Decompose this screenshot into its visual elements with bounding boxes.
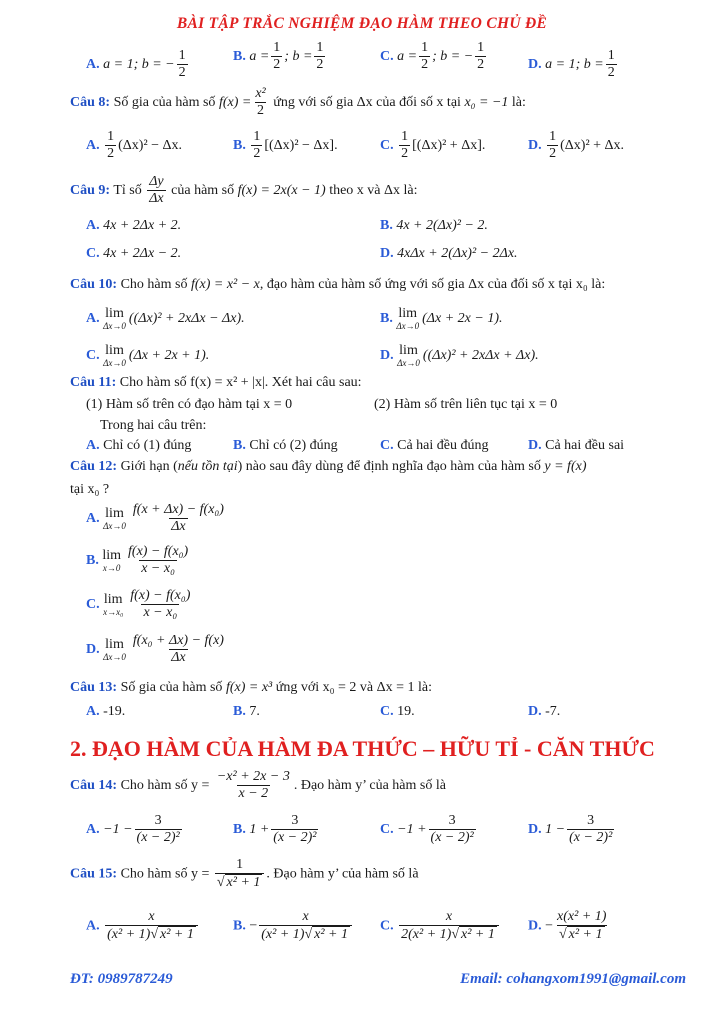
q7-option-c[interactable]: C. a = $\frac{1}{2}$ ; b = − $\frac{1}{2}$ [380, 40, 485, 73]
q10-option-b[interactable]: B. lim Δx→0 (Δx + 2x − 1). [380, 306, 503, 331]
q12-option-b[interactable]: B. lim x→0 $\frac{\text{f(x) − f(x₀)}}{\text{x − x₀}}$ [86, 544, 189, 577]
q12-option-d[interactable]: D. lim Δx→0 $\frac{\text{f(x₀ + Δx) − f(x)}}{\Delta x}$ [86, 633, 224, 666]
footer-email[interactable]: Email: cohangxom1991@gmail.com [460, 971, 686, 987]
q11-option-b[interactable]: B. Chỉ có (2) đúng [233, 438, 338, 453]
q15-option-b[interactable]: B. − $\frac{x}{\text{(x² + 1)√ x² + 1}}$ [233, 909, 354, 944]
q15-options [0, 909, 724, 943]
q12-option-c[interactable]: C. lim x→x₀ $\frac{\text{f(x) − f(x₀)}}{\text{x − x₀}}$ [86, 588, 191, 621]
q8-option-d[interactable]: D. $\frac{1}{2}$ (Δx)² + Δx. [528, 129, 625, 162]
q11-option-c[interactable]: C. Cả hai đều đúng [380, 438, 489, 453]
q11-prompt: Trong hai câu trên: [100, 418, 207, 433]
q9-option-c[interactable]: C. 4x + 2Δx − 2. [86, 246, 182, 261]
q13-question: Câu 13: Số gia của hàm số f(x) = x³ ứng với x₀ = 2 và Δx = 1 là: [70, 680, 432, 695]
q9-option-b[interactable]: B. 4x + 2(Δx)² − 2. [380, 218, 488, 233]
q14-option-a[interactable]: A. −1 − $\frac{3}{\text{(x − 2)²}}$ [86, 813, 180, 846]
q10-option-a[interactable]: A. lim Δx→0 ((Δx)² + 2xΔx − Δx). [86, 306, 245, 331]
q14-option-d[interactable]: D. 1 − $\frac{3}{\text{(x − 2)²}}$ [528, 813, 613, 846]
q13-option-c[interactable]: C. 19. [380, 704, 415, 719]
q8-option-a[interactable]: A. $\frac{1}{2}$ (Δx)² − Δx. [86, 129, 183, 162]
page-header: BÀI TẬP TRẮC NGHIỆM ĐẠO HÀM THEO CHỦ ĐỀ [176, 15, 548, 32]
q8-option-b[interactable]: B. $\frac{1}{2}$ [(Δx)² − Δx]. [233, 129, 338, 162]
q12-question-tail: tại x₀ ? [70, 482, 110, 497]
q13-option-b[interactable]: B. 7. [233, 704, 260, 719]
q11-statement-1: (1) Hàm số trên có đạo hàm tại x = 0 [86, 397, 293, 412]
q8-question: Câu 8: Số gia của hàm số f(x) = $\frac{\text{x²}}{2}$ ứng với số gia Δx của đối số x tại x₀ = −1 là: [70, 86, 526, 119]
q13-option-a[interactable]: A. -19. [86, 704, 126, 719]
q8-option-c[interactable]: C. $\frac{1}{2}$ [(Δx)² + Δx]. [380, 129, 486, 162]
q11-option-d[interactable]: D. Cả hai đều sai [528, 438, 625, 453]
q14-question: Câu 14: Cho hàm số y = $\frac{\text{−x² + 2x − 3}}{x - 2}$ . Đạo hàm y’ của hàm số là [70, 769, 446, 802]
q12-question: Câu 12: Giới hạn (nếu tồn tại) nào sau đây dùng để định nghĩa đạo hàm của hàm số y = f(x) [70, 459, 587, 474]
q11-statement-2: (2) Hàm số trên liên tục tại x = 0 [374, 397, 558, 412]
q13-option-d[interactable]: D. -7. [528, 704, 561, 719]
q8-options [0, 129, 724, 162]
q7-option-b[interactable]: B. a = $\frac{1}{2}$ ; b = $\frac{1}{2}$ [233, 40, 324, 73]
q9-option-a[interactable]: A. 4x + 2Δx + 2. [86, 218, 182, 233]
q9-option-d[interactable]: D. 4xΔx + 2(Δx)² − 2Δx. [380, 246, 518, 261]
footer-phone: ĐT: 0989787249 [70, 971, 173, 987]
q12-option-a[interactable]: A. lim Δx→0 $\frac{\text{f(x + Δx) − f(x₀)}}{\Delta x}$ [86, 502, 224, 535]
q14-options [0, 813, 724, 846]
q11-question: Câu 11: Cho hàm số f(x) = x² + |x|. Xét hai câu sau: [70, 375, 362, 390]
q10-question: Câu 10: Cho hàm số f(x) = x² − x, đạo hàm của hàm số ứng với số gia Δx của đối số x tại x₀ là: [70, 277, 606, 292]
q10-option-c[interactable]: C. lim Δx→0 (Δx + 2x + 1). [86, 343, 210, 368]
q15-option-a[interactable]: A. $\frac{x}{\text{(x² + 1)√ x² + 1}}$ [86, 909, 200, 944]
q14-option-c[interactable]: C. −1 + $\frac{3}{\text{(x − 2)²}}$ [380, 813, 474, 846]
q7-options [0, 40, 724, 81]
q15-question: Câu 15: Cho hàm số y = $\frac{1}{\text{√ x² + 1}}$ . Đạo hàm y’ của hàm số là [70, 857, 419, 891]
q10-option-d[interactable]: D. lim Δx→0 ((Δx)² + 2xΔx + Δx). [380, 343, 539, 368]
q14-option-b[interactable]: B. 1 + $\frac{3}{\text{(x − 2)²}}$ [233, 813, 317, 846]
q15-option-d[interactable]: D. − $\frac{\text{x(x² + 1)}}{\text{√ x² + 1}}$ [528, 909, 607, 943]
q7-option-d[interactable]: D. a = 1; b = $\frac{1}{2}$ [528, 48, 615, 81]
q7-option-a[interactable]: A. a = 1; b = − $\frac{1}{2}$ [86, 48, 186, 81]
q9-question: Câu 9: Tỉ số $\frac{\Delta y}{\Delta x}$ của hàm số f(x) = 2x(x − 1) theo x và Δx là: [70, 174, 418, 207]
section-heading: 2. ĐẠO HÀM CỦA HÀM ĐA THỨC – HỮU TỈ - CĂN THỨC [70, 736, 655, 761]
q11-option-a[interactable]: A. Chỉ có (1) đúng [86, 438, 192, 453]
q15-option-c[interactable]: C. $\frac{x}{\text{2(x² + 1)√ x² + 1}}$ [380, 909, 501, 944]
